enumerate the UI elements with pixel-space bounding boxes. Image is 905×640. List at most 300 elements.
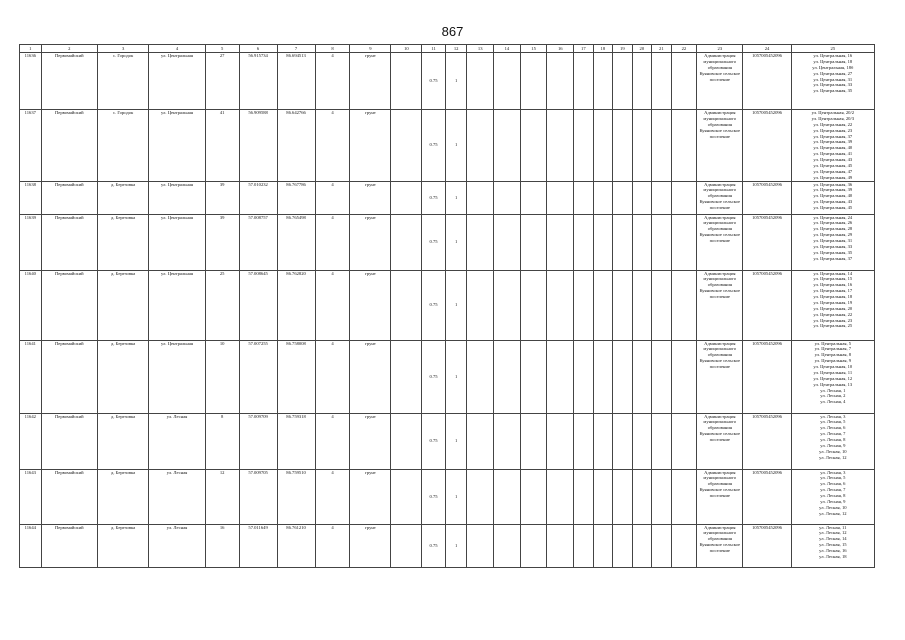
column-header: 5 [205,45,239,53]
table-header [20,45,875,53]
quantity-cell: 1 [445,181,467,214]
addresses-cell [791,413,874,469]
longitude-cell: 86.761210 [277,524,315,567]
settlement-cell: д. Березовка [97,413,148,469]
column-header: 16 [547,45,574,53]
empty-cell [574,270,594,340]
empty-cell [547,469,574,524]
addresses-cell [791,524,874,567]
address-line: ул. Центральная, 18б [812,64,854,70]
address-line: ул. Лесная, 7 [820,431,846,437]
empty-cell [613,469,633,524]
empty-cell [652,340,672,413]
empty-cell [574,214,594,270]
house-cell: 27 [205,53,239,110]
empty-cell [520,469,547,524]
empty-cell [593,110,613,182]
count-cell: 4 [315,181,350,214]
owner-line: Куяновское сельское [699,232,741,238]
empty-cell [671,413,697,469]
empty-cell [574,413,594,469]
empty-cell [467,214,494,270]
register-table [19,44,875,568]
latitude-cell: 57.011649 [239,524,277,567]
house-cell: 12 [205,469,239,524]
surface-cell: грунт [350,214,391,270]
ogrn-cell: 1057005452096 [743,413,791,469]
table-row [20,340,875,413]
owner-line: муниципального [703,276,737,282]
address-line: ул. Центральная, 11 [813,369,853,375]
latitude-cell: 57.010232 [239,181,277,214]
address-line: ул. Лесная, 15 [819,542,847,548]
settlement-cell: с. Городок [97,53,148,110]
empty-cell [671,53,697,110]
row-id: 11639 [20,214,42,270]
addresses-cell [791,53,874,110]
settlement-cell: д. Березовка [97,469,148,524]
surface-cell: грунт [350,270,391,340]
address-line: ул. Центральная, 25 [813,323,853,329]
surface-cell: грунт [350,469,391,524]
empty-cell [671,214,697,270]
empty-cell [613,53,633,110]
owner-line: муниципального [703,187,737,193]
district-cell: Первомайский [41,340,97,413]
empty-cell [652,214,672,270]
column-header: 1 [20,45,42,53]
owner-cell [697,53,743,110]
empty-cell [652,469,672,524]
empty-cell [391,214,422,270]
longitude-cell: 86.642766 [277,110,315,182]
column-header: 18 [593,45,613,53]
owner-line: Администрация [704,340,736,346]
district-cell: Первомайский [41,181,97,214]
district-cell: Первомайский [41,469,97,524]
address-line: ул. Центральная, 16 [813,282,853,288]
empty-cell [593,181,613,214]
column-header: 19 [613,45,633,53]
owner-cell [697,340,743,413]
column-header: 7 [277,45,315,53]
empty-cell [613,524,633,567]
empty-cell [547,181,574,214]
empty-cell [632,214,652,270]
address-line: ул. Лесная, 1 [820,387,846,393]
street-cell: ул. Центральная [149,181,205,214]
owner-line: поселение [709,76,730,82]
count-cell: 4 [315,469,350,524]
quantity-cell: 1 [445,53,467,110]
address-line: ул. Лесная, 3 [820,413,846,419]
address-line: ул. Лесная, 18 [819,553,847,559]
owner-line: Куяновское сельское [699,199,741,205]
ogrn-cell: 1057005452096 [743,270,791,340]
empty-cell [593,340,613,413]
owner-line: муниципального [703,58,737,64]
column-header: 2 [41,45,97,53]
empty-cell [547,524,574,567]
owner-line: Куяновское сельское [699,431,741,437]
empty-cell [494,524,521,567]
owner-line: поселение [709,364,730,369]
column-header: 17 [574,45,594,53]
row-id: 11638 [20,181,42,214]
address-line: ул. Центральная, 8 [814,352,852,358]
empty-cell [391,340,422,413]
empty-cell [547,214,574,270]
settlement-cell: д. Березовка [97,214,148,270]
owner-line: образования [707,64,732,70]
column-header: 23 [697,45,743,53]
latitude-cell: 57.008645 [239,270,277,340]
street-cell: ул. Центральная [149,340,205,413]
empty-cell [632,469,652,524]
empty-cell [494,413,521,469]
row-id: 11644 [20,524,42,567]
quantity-cell: 1 [445,413,467,469]
address-line: ул. Центральная, 33 [813,243,853,249]
owner-line: образования [707,121,732,127]
quantity-cell: 1 [445,214,467,270]
owner-line: муниципального [703,346,737,352]
column-header: 20 [632,45,652,53]
table-row [20,524,875,567]
empty-cell [494,469,521,524]
district-cell: Первомайский [41,53,97,110]
row-id: 11643 [20,469,42,524]
surface-cell: грунт [350,340,391,413]
owner-line: Куяновское сельское [699,358,741,364]
table-row [20,469,875,524]
empty-cell [467,469,494,524]
empty-cell [520,181,547,214]
empty-cell [632,340,652,413]
volume-cell: 0.75 [422,469,446,524]
page-number: 867 [441,24,464,39]
empty-cell [613,413,633,469]
address-line: ул. Центральная, 9 [814,358,852,364]
street-cell: ул. Центральная [149,270,205,340]
owner-line: Администрация [704,270,736,276]
table-row [20,110,875,182]
column-header: 12 [445,45,467,53]
district-cell: Первомайский [41,413,97,469]
empty-cell [593,214,613,270]
empty-cell [593,270,613,340]
address-line: ул. Центральная, 23 [813,317,853,323]
address-line: ул. Центральная, 19 [813,299,853,305]
volume-cell: 0.75 [422,413,446,469]
quantity-cell: 1 [445,110,467,182]
address-line: ул. Лесная, 5 [820,475,846,481]
empty-cell [652,270,672,340]
address-line: ул. Центральная, 33 [813,82,853,88]
surface-cell: грунт [350,110,391,182]
longitude-cell: 86.767786 [277,181,315,214]
quantity-cell: 1 [445,524,467,567]
owner-line: муниципального [703,475,737,481]
address-line: ул. Центральная, 12 [813,375,853,381]
empty-cell [467,53,494,110]
empty-cell [520,524,547,567]
empty-cell [613,110,633,182]
count-cell: 4 [315,340,350,413]
address-line: ул. Центральная, 23 [813,127,853,133]
column-header: 21 [652,45,672,53]
empty-cell [467,270,494,340]
address-line: ул. Центральная, 20/3 [811,115,855,121]
district-cell: Первомайский [41,110,97,182]
empty-cell [574,524,594,567]
house-cell: 25 [205,270,239,340]
volume-cell: 0.75 [422,340,446,413]
owner-line: муниципального [703,530,737,536]
address-line: ул. Центральная, 24 [813,214,853,220]
column-header: 11 [422,45,446,53]
settlement-cell: д. Березовка [97,340,148,413]
street-cell: ул. Центральная [149,110,205,182]
empty-cell [467,181,494,214]
table-row [20,270,875,340]
address-line: ул. Лесная, 8 [820,437,846,442]
column-header: 25 [791,45,874,53]
address-line: ул. Центральная, 13 [813,381,853,387]
empty-cell [494,270,521,340]
quantity-cell: 1 [445,469,467,524]
street-cell: ул. Лесная [149,413,205,469]
empty-cell [494,214,521,270]
district-cell: Первомайский [41,214,97,270]
address-line: ул. Центральная, 27 [813,70,853,76]
address-line: ул. Лесная, 16 [819,548,847,553]
empty-cell [632,110,652,182]
owner-line: муниципального [703,220,737,226]
volume-cell: 0.75 [422,214,446,270]
empty-cell [671,110,697,182]
address-line: ул. Центральная, 36 [813,181,853,187]
row-id: 11642 [20,413,42,469]
owner-cell [697,270,743,340]
address-line: ул. Лесная, 12 [819,510,847,516]
empty-cell [574,469,594,524]
count-cell: 4 [315,270,350,340]
address-line: ул. Лесная, 4 [820,399,846,405]
volume-cell: 0.75 [422,181,446,214]
address-line: ул. Лесная, 8 [820,493,846,498]
empty-cell [547,413,574,469]
empty-cell [494,53,521,110]
address-line: ул. Центральная, 5 [814,340,852,346]
empty-cell [593,469,613,524]
address-line: ул. Центральная, 43 [813,157,853,162]
address-line: ул. Центральная, 22 [813,121,853,127]
address-line: ул. Центральная, 17 [813,288,853,294]
volume-cell: 0.75 [422,524,446,567]
owner-cell [697,469,743,524]
column-header: 22 [671,45,697,53]
volume-cell: 0.75 [422,270,446,340]
latitude-cell: 57.009705 [239,469,277,524]
column-header: 4 [149,45,205,53]
street-cell: ул. Лесная [149,469,205,524]
address-line: ул. Лесная, 9 [820,498,846,504]
address-line: ул. Центральная, 45 [813,162,853,168]
district-cell: Первомайский [41,270,97,340]
empty-cell [391,469,422,524]
address-line: ул. Центральная, 18 [813,58,853,64]
owner-line: Администрация [704,53,736,58]
quantity-cell: 1 [445,340,467,413]
empty-cell [671,270,697,340]
empty-cell [613,270,633,340]
owner-line: Администрация [704,110,736,115]
address-line: ул. Центральная, 15 [813,276,853,282]
empty-cell [593,413,613,469]
volume-cell: 0.75 [422,53,446,110]
empty-cell [391,524,422,567]
address-line: ул. Лесная, 10 [819,448,847,454]
empty-cell [520,110,547,182]
empty-cell [547,270,574,340]
row-id: 11637 [20,110,42,182]
owner-cell [697,214,743,270]
column-header: 10 [391,45,422,53]
empty-cell [652,110,672,182]
column-header: 8 [315,45,350,53]
row-id: 11636 [20,53,42,110]
latitude-cell: 57.008757 [239,214,277,270]
address-line: ул. Лесная, 12 [819,530,847,536]
ogrn-cell: 1057005452096 [743,110,791,182]
owner-cell [697,181,743,214]
empty-cell [652,413,672,469]
empty-cell [613,214,633,270]
empty-cell [632,181,652,214]
empty-cell [391,270,422,340]
empty-cell [391,110,422,182]
owner-line: образования [707,481,732,487]
empty-cell [593,524,613,567]
address-line: ул. Центральная, 26 [813,220,853,226]
owner-line: образования [707,425,732,431]
owner-line: Куяновское сельское [699,542,741,548]
ogrn-cell: 1057005452096 [743,53,791,110]
settlement-cell: д. Березовка [97,270,148,340]
address-line: ул. Центральная, 47 [813,168,853,174]
empty-cell [520,270,547,340]
empty-cell [574,53,594,110]
empty-cell [652,53,672,110]
owner-line: поселение [709,205,730,210]
addresses-cell [791,270,874,340]
owner-cell [697,110,743,182]
house-cell: 39 [205,214,239,270]
empty-cell [671,181,697,214]
column-header: 15 [520,45,547,53]
addresses-cell [791,181,874,214]
address-line: ул. Центральная, 28 [813,226,853,232]
empty-cell [547,340,574,413]
address-line: ул. Центральная, 14 [813,270,853,276]
address-line: ул. Лесная, 7 [820,487,846,493]
surface-cell: грунт [350,413,391,469]
street-cell: ул. Центральная [149,214,205,270]
address-line: ул. Центральная, 37 [813,255,853,261]
longitude-cell: 86.765498 [277,214,315,270]
address-line: ул. Лесная, 9 [820,442,846,448]
ogrn-cell: 1057005452096 [743,340,791,413]
address-line: ул. Центральная, 20/2 [811,110,855,115]
address-line: ул. Лесная, 6 [820,481,846,487]
empty-cell [671,340,697,413]
longitude-cell: 86.758008 [277,340,315,413]
address-line: ул. Центральная, 20 [813,305,853,311]
table-body [20,53,875,568]
owner-line: поселение [709,294,730,299]
address-line: ул. Центральная, 31 [813,76,853,82]
address-line: ул. Центральная, 37 [813,133,853,139]
column-header: 3 [97,45,148,53]
empty-cell [671,524,697,567]
count-cell: 4 [315,53,350,110]
owner-line: Куяновское сельское [699,487,741,493]
empty-cell [574,181,594,214]
latitude-cell: 57.009709 [239,413,277,469]
longitude-cell: 86.759318 [277,413,315,469]
owner-line: образования [707,226,732,232]
table-row [20,181,875,214]
column-header: 13 [467,45,494,53]
owner-line: поселение [709,493,730,498]
owner-line: поселение [709,548,730,553]
empty-cell [467,340,494,413]
address-line: ул. Центральная, 39 [813,187,853,193]
surface-cell: грунт [350,53,391,110]
table-row [20,53,875,110]
address-line: ул. Центральная, 40 [813,193,853,199]
house-cell: 41 [205,110,239,182]
latitude-cell: 57.007255 [239,340,277,413]
addresses-cell [791,110,874,182]
address-line: ул. Центральная, 40 [813,145,853,151]
quantity-cell: 1 [445,270,467,340]
surface-cell: грунт [350,524,391,567]
address-line: ул. Лесная, 11 [819,524,847,530]
empty-cell [391,413,422,469]
owner-line: Администрация [704,181,736,187]
address-line: ул. Лесная, 6 [820,425,846,431]
empty-cell [467,110,494,182]
empty-cell [494,340,521,413]
owner-line: Куяновское сельское [699,288,741,294]
empty-cell [613,340,633,413]
owner-line: Администрация [704,214,736,220]
owner-line: поселение [709,238,730,243]
address-line: ул. Центральная, 22 [813,311,853,317]
column-header: 6 [239,45,277,53]
longitude-cell: 86.759510 [277,469,315,524]
owner-cell [697,524,743,567]
empty-cell [467,524,494,567]
address-line: ул. Центральная, 35 [813,249,853,255]
longitude-cell: 86.694513 [277,53,315,110]
empty-cell [652,524,672,567]
addresses-cell [791,469,874,524]
ogrn-cell: 1057005452096 [743,214,791,270]
address-line: ул. Лесная, 2 [820,393,846,399]
